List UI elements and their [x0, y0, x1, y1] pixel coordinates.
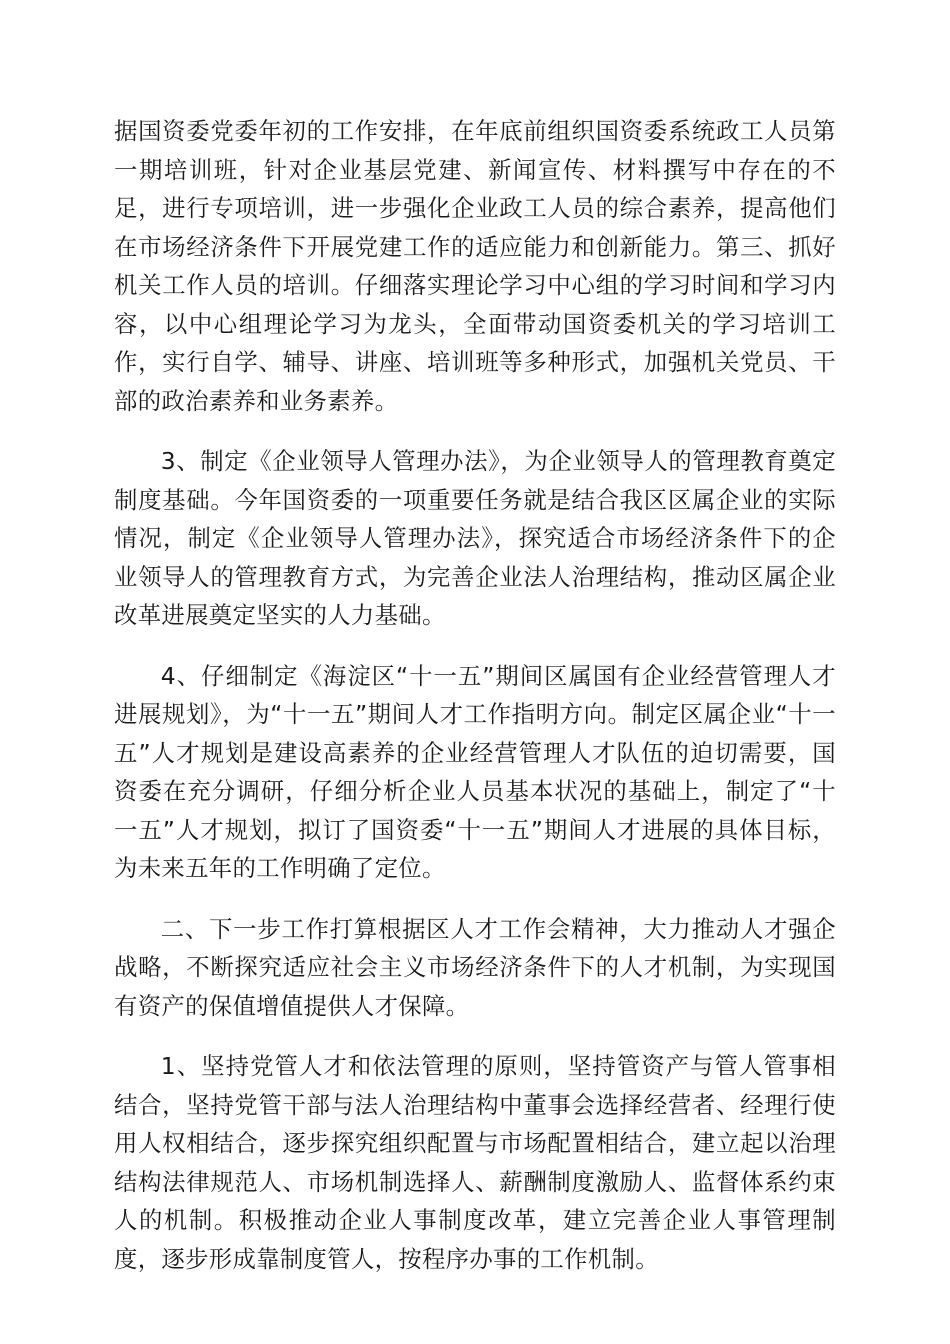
paragraph-training-continued: 据国资委党委年初的工作安排，在年底前组织国资委系统政工人员第一期培训班，针对企业基层党建、新闻宣传、材料撰写中存在的不足，进行专项培训，进一步强化企业政工人员的综合素养，提高他们在市场经济条件下开展党建工作的适应能力和创新能力。第三、抓好机关工作人员的培训。仔细落实理论学习中心组的学习时间和学习内容，以中心组理论学习为龙头，全面带动国资委机关的学习培训工作，实行自学、辅导、讲座、培训班等多种形式，加强机关党员、干部的政治素养和业务素养。 [114, 117, 836, 415]
document-page [114, 112, 836, 1300]
paragraph-item-3: 3、制定《企业领导人管理办法》，为企业领导人的管理教育奠定制度基础。今年国资委的一项重要任务就是结合我区区属企业的实际情况，制定《企业领导人管理办法》，探究适合市场经济条件下的企业领导人的管理教育方式，为完善企业法人治理结构，推动区属企业改革进展奠定坚实的人力基础。 [114, 447, 836, 629]
paragraph-section-2-item-1: 1、坚持党管人才和依法管理的原则，坚持管资产与管人管事相结合，坚持党管干部与法人治理结构中董事会选择经营者、经理行使用人权相结合，逐步探究组织配置与市场配置相结合，建立起以治理结构法律规范人、市场机制选择人、薪酬制度激励人、监督体系约束人的机制。积极推动企业人事制度改革，建立完善企业人事管理制度，逐步形成靠制度管人，按程序办事的工作机制。 [114, 1052, 836, 1273]
paragraph-section-2: 二、下一步工作打算根据区人才工作会精神，大力推动人才强企战略，不断探究适应社会主义市场经济条件下的人才机制，为实现国有资产的保值增值提供人才保障。 [114, 914, 836, 1020]
paragraph-item-4: 4、仔细制定《海淀区“十一五”期间区属国有企业经营管理人才进展规划》，为“十一五”期间人才工作指明方向。制定区属企业“十一五”人才规划是建设高素养的企业经营管理人才队伍的迫切需要，国资委在充分调研，仔细分析企业人员基本状况的基础上，制定了“十一五”人才规划，拟订了国资委“十一五”期间人才进展的具体目标，为未来五年的工作明确了定位。 [114, 661, 836, 882]
